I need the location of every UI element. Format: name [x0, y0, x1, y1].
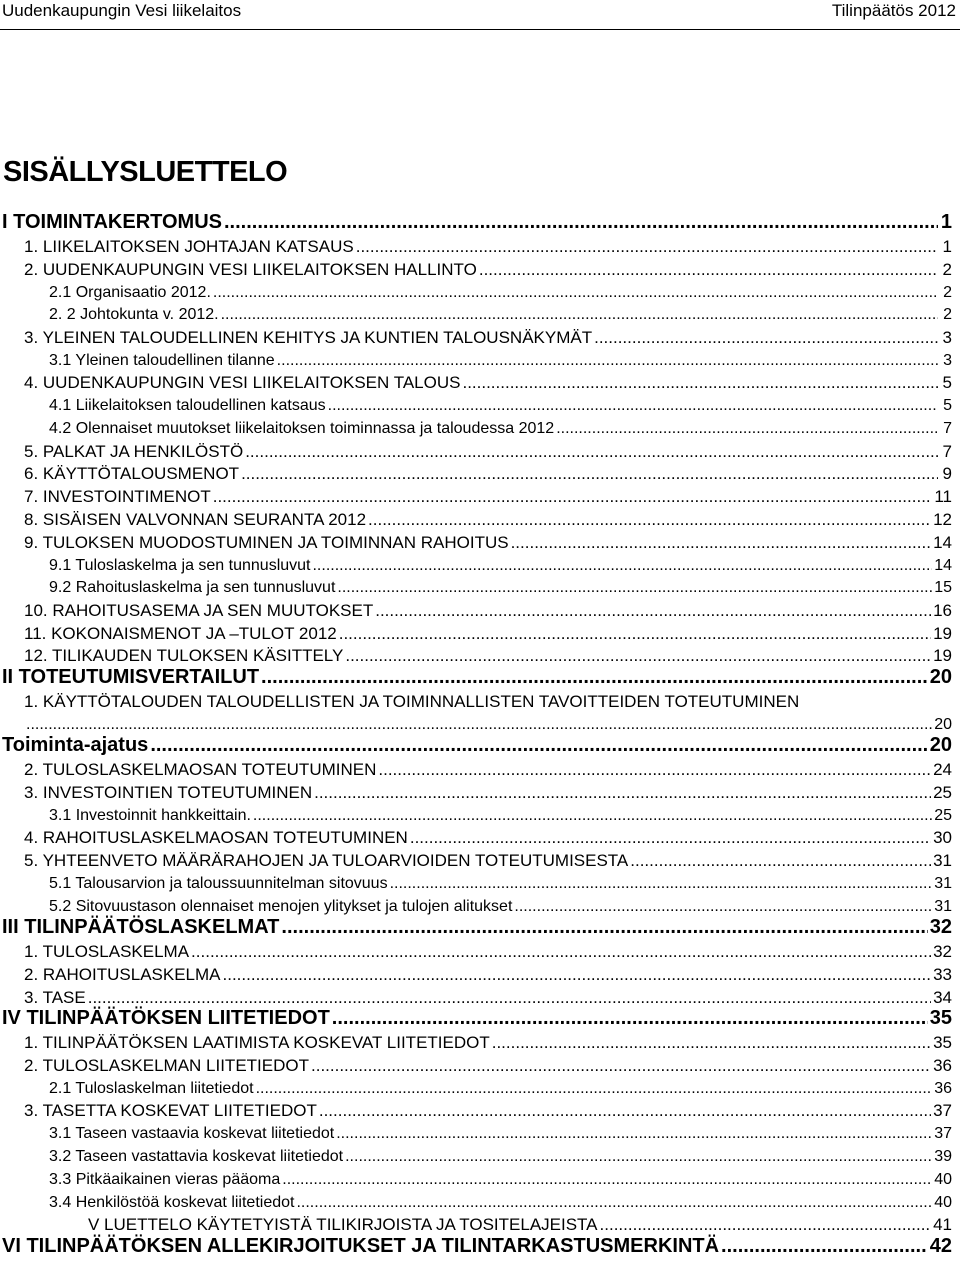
toc-page-number: 32 — [933, 942, 952, 962]
toc-entry[interactable] — [0, 552, 952, 575]
toc-entry-title: 3. TASETTA KOSKEVAT LIITETIEDOT — [24, 1101, 317, 1121]
toc-entry-title: 9.2 Rahoituslaskelma ja sen tunnusluvut — [49, 579, 336, 597]
toc-page-number: 12 — [933, 509, 952, 529]
toc-dot-leader — [88, 988, 931, 1008]
toc-entry-title: 11. KOKONAISMENOT JA –TULOT 2012 — [24, 623, 337, 643]
toc-page-number: 19 — [933, 623, 952, 643]
toc-entry[interactable] — [0, 1053, 952, 1076]
toc-entry[interactable] — [0, 1076, 952, 1099]
toc-dot-leader — [600, 1215, 932, 1235]
toc-entry[interactable] — [0, 439, 952, 462]
toc-dot-leader — [256, 1080, 933, 1098]
toc-entry[interactable] — [0, 211, 952, 234]
toc-entry[interactable] — [0, 871, 952, 894]
toc-entry-title: 9.1 Tuloslaskelma ja sen tunnusluvut — [49, 556, 311, 574]
toc-dot-leader — [339, 624, 931, 644]
toc-entry[interactable] — [0, 848, 952, 871]
toc-page-number: 1 — [942, 236, 952, 256]
toc-entry-title: 3.4 Henkilöstöä koskevat liitetiedot — [49, 1193, 295, 1211]
toc-entry[interactable] — [0, 1235, 952, 1258]
toc-entry-title: 1. TILINPÄÄTÖKSEN LAATIMISTA KOSKEVAT LIITETIEDOT — [24, 1033, 490, 1053]
toc-entry[interactable] — [0, 825, 952, 848]
toc-dot-leader — [281, 916, 927, 939]
toc-entry-title: II TOTEUTUMISVERTAILUT — [2, 665, 260, 688]
toc-dot-leader — [345, 646, 931, 666]
toc-page-number: 34 — [933, 987, 952, 1007]
toc-page-number: 40 — [934, 1170, 952, 1188]
toc-dot-leader — [213, 284, 938, 302]
toc-entry[interactable] — [0, 689, 952, 712]
toc-entry-title: 5. PALKAT JA HENKILÖSTÖ — [24, 441, 244, 461]
toc-page-number: 2 — [942, 259, 952, 279]
toc-entry[interactable] — [0, 666, 952, 689]
toc-entry-title: Toiminta-ajatus — [2, 734, 149, 756]
toc-entry-title: 4. RAHOITUSLASKELMAOSAN TOTEUTUMINEN — [24, 828, 408, 848]
toc-dot-leader — [328, 397, 938, 415]
toc-entry-title: 1. TULOSLASKELMA — [24, 942, 190, 962]
toc-page-number: 3 — [943, 351, 952, 369]
toc-page-number: 5 — [942, 373, 952, 393]
toc-entry-title: 3. YLEINEN TALOUDELLINEN KEHITYS JA KUNTIEN TALOUSNÄKYMÄT — [24, 327, 593, 347]
toc-dot-leader — [721, 1235, 928, 1258]
toc-page-number: 30 — [933, 828, 952, 848]
toc-page-number: 2 — [943, 306, 952, 324]
toc-dot-leader — [462, 373, 938, 393]
toc-dot-leader — [277, 352, 938, 370]
toc-page-number: 19 — [933, 646, 952, 666]
toc-entry[interactable] — [0, 712, 952, 735]
toc-page-number: 16 — [933, 600, 952, 620]
toc-page-number: 15 — [934, 579, 952, 597]
toc-entry-title: 5.1 Talousarvion ja taloussuunnitelman sitovuus — [49, 875, 388, 893]
toc-dot-leader — [314, 783, 931, 803]
toc-entry[interactable] — [0, 416, 952, 439]
toc-page-number: 1 — [940, 210, 952, 233]
toc-page-number: 40 — [934, 1193, 952, 1211]
toc-entry-title: 2. RAHOITUSLASKELMA — [24, 964, 221, 984]
toc-page-number: 2 — [943, 283, 952, 301]
toc-dot-leader — [356, 237, 938, 257]
toc-entry-title: 8. SISÄISEN VALVONNAN SEURANTA 2012 — [24, 509, 367, 529]
toc-dot-leader — [479, 260, 938, 280]
toc-entry-title: I TOIMINTAKERTOMUS — [2, 210, 222, 233]
toc-dot-leader — [345, 1148, 932, 1166]
toc-dot-leader — [223, 965, 932, 985]
toc-dot-leader — [296, 1194, 932, 1212]
toc-entry[interactable] — [0, 734, 952, 757]
toc-entry-title: 2. TULOSLASKELMAN LIITETIEDOT — [24, 1055, 309, 1075]
toc-entry[interactable] — [0, 507, 952, 530]
toc-entry-title: 1. LIIKELAITOKSEN JOHTAJAN KATSAUS — [24, 236, 354, 256]
toc-entry-title: 2.1 Organisaatio 2012. — [49, 283, 211, 301]
toc-page-number: 3 — [942, 327, 952, 347]
toc-entry[interactable] — [0, 1121, 952, 1144]
toc-entry[interactable] — [0, 621, 952, 644]
toc-entry-title: 9. TULOKSEN MUODOSTUMINEN JA TOIMINNAN RAHOITUS — [24, 532, 509, 552]
toc-dot-leader — [556, 420, 938, 438]
page-title: SISÄLLYSLUETTELO — [3, 156, 288, 188]
toc-dot-leader — [337, 579, 932, 597]
toc-page-number: 9 — [942, 464, 952, 484]
toc-entry-title: 3.1 Yleinen taloudellinen tilanne — [49, 351, 275, 369]
toc-page-number: 36 — [933, 1055, 952, 1075]
toc-entry-title: 2.1 Tuloslaskelman liitetiedot — [49, 1079, 254, 1097]
toc-dot-leader — [511, 533, 932, 553]
toc-page-number: 20 — [929, 665, 952, 688]
toc-entry[interactable] — [0, 484, 952, 507]
toc-entry[interactable] — [0, 461, 952, 484]
toc-dot-leader — [378, 760, 931, 780]
toc-entry-title: IV TILINPÄÄTÖKSEN LIITETIEDOT — [2, 1007, 330, 1029]
toc-entry-title: 5. YHTEENVETO MÄÄRÄRAHOJEN JA TULOARVIOIDEN TOTEUTUMISESTA — [24, 851, 629, 871]
header-organization: Uudenkaupungin Vesi liikelaitos — [2, 1, 242, 20]
toc-page-number: 35 — [933, 1033, 952, 1053]
toc-entry-title: 3. INVESTOINTIEN TOTEUTUMINEN — [24, 782, 313, 802]
toc-page-number: 32 — [929, 916, 952, 938]
toc-dot-leader — [213, 487, 933, 507]
toc-entry[interactable] — [0, 1030, 952, 1053]
toc-dot-leader — [241, 464, 938, 484]
toc-entry[interactable] — [0, 803, 952, 826]
toc-page-number: 39 — [934, 1148, 952, 1166]
toc-dot-leader — [311, 1056, 931, 1076]
toc-dot-leader — [150, 734, 927, 757]
toc-entry[interactable] — [0, 1189, 952, 1212]
toc-entry-title: 7. INVESTOINTIMENOT — [24, 487, 211, 507]
toc-dot-leader — [492, 1033, 931, 1053]
toc-dot-leader — [224, 211, 938, 234]
toc-entry[interactable] — [0, 575, 952, 598]
toc-entry[interactable] — [0, 348, 952, 371]
toc-page-number: 24 — [933, 760, 952, 780]
toc-entry[interactable] — [0, 530, 952, 553]
toc-entry-title: 4. UUDENKAUPUNGIN VESI LIIKELAITOKSEN TALOUS — [24, 373, 461, 393]
toc-dot-leader — [410, 828, 931, 848]
toc-entry[interactable] — [0, 1007, 952, 1030]
toc-entry-title: 3.3 Pitkäaikainen vieras pääoma — [49, 1170, 281, 1188]
toc-entry-title: 5.2 Sitovuustason olennaiset menojen ylitykset ja tulojen alitukset — [49, 897, 513, 915]
toc-entry[interactable] — [0, 325, 952, 348]
toc-dot-leader — [594, 328, 938, 348]
toc-dot-leader — [336, 1125, 932, 1143]
toc-page-number: 31 — [934, 875, 952, 893]
toc-entry-title: 10. RAHOITUSASEMA JA SEN MUUTOKSET — [24, 600, 374, 620]
toc-dot-leader — [332, 1007, 928, 1030]
toc-dot-leader — [375, 601, 931, 621]
toc-dot-leader — [26, 716, 932, 734]
toc-entry[interactable] — [0, 257, 952, 280]
toc-entry[interactable] — [0, 393, 952, 416]
toc-dot-leader — [261, 666, 928, 689]
toc-entry[interactable] — [0, 279, 952, 302]
toc-page-number: 14 — [933, 532, 952, 552]
toc-dot-leader — [368, 510, 931, 530]
toc-entry[interactable] — [0, 916, 952, 939]
toc-page-number: 37 — [934, 1125, 952, 1143]
toc-entry-title: 3. TASE — [24, 987, 86, 1007]
toc-entry-title: 4.1 Liikelaitoksen taloudellinen katsaus — [49, 397, 326, 415]
toc-dot-leader — [221, 306, 938, 324]
toc-page-number: 31 — [933, 851, 952, 871]
toc-entry-title: 4.2 Olennaiset muutokset liikelaitoksen toiminnassa ja taloudessa 2012 — [49, 420, 555, 438]
toc-dot-leader — [282, 1171, 932, 1189]
toc-entry[interactable] — [0, 780, 952, 803]
table-of-contents — [0, 211, 952, 1258]
toc-entry[interactable] — [0, 939, 952, 962]
toc-entry-title: 2. 2 Johtokunta v. 2012. — [49, 306, 219, 324]
toc-entry[interactable] — [0, 757, 952, 780]
toc-entry[interactable] — [0, 643, 952, 666]
toc-entry[interactable] — [0, 985, 952, 1008]
toc-page-number: 31 — [934, 897, 952, 915]
toc-page-number: 25 — [933, 782, 952, 802]
toc-entry-title: 2. TULOSLASKELMAOSAN TOTEUTUMINEN — [24, 760, 377, 780]
toc-page-number: 11 — [934, 487, 952, 507]
toc-entry[interactable] — [0, 1098, 952, 1121]
toc-page-number: 42 — [929, 1234, 952, 1257]
toc-entry-title: 3.2 Taseen vastattavia koskevat liitetiedot — [49, 1148, 344, 1166]
toc-dot-leader — [312, 557, 932, 575]
toc-page-number: 36 — [934, 1079, 952, 1097]
toc-page-number: 7 — [942, 441, 952, 461]
toc-dot-leader — [245, 442, 938, 462]
toc-page-number: 33 — [933, 964, 952, 984]
toc-page-number: 5 — [943, 397, 952, 415]
toc-dot-leader — [390, 875, 933, 893]
toc-entry-title: VI TILINPÄÄTÖKSEN ALLEKIRJOITUKSET JA TILINTARKASTUSMERKINTÄ — [2, 1234, 720, 1257]
toc-entry-title: 12. TILIKAUDEN TULOKSEN KÄSITTELY — [24, 646, 344, 666]
toc-page-number: 37 — [933, 1101, 952, 1121]
toc-page-number: 20 — [929, 734, 952, 756]
toc-dot-leader — [630, 851, 931, 871]
toc-entry[interactable] — [0, 962, 952, 985]
running-header — [0, 0, 960, 30]
toc-page-number: 7 — [943, 420, 952, 438]
toc-entry[interactable] — [0, 370, 952, 393]
toc-entry[interactable] — [0, 234, 952, 257]
toc-entry-title: 3.1 Investoinnit hankkeittain. — [49, 806, 251, 824]
toc-entry[interactable] — [0, 1167, 952, 1190]
toc-page-number: 14 — [934, 556, 952, 574]
header-document-title: Tilinpäätös 2012 — [831, 1, 956, 20]
toc-entry-title: 1. KÄYTTÖTALOUDEN TALOUDELLISTEN JA TOIMINNALLISTEN TAVOITTEIDEN TOTEUTUMINEN — [24, 691, 800, 711]
toc-entry-title: V LUETTELO KÄYTETYISTÄ TILIKIRJOISTA JA TOSITELAJEISTA — [88, 1215, 598, 1235]
toc-entry[interactable] — [0, 1144, 952, 1167]
toc-page-number: 41 — [933, 1215, 952, 1235]
toc-dot-leader — [191, 942, 931, 962]
toc-entry[interactable] — [0, 1212, 952, 1235]
toc-dot-leader — [319, 1101, 931, 1121]
toc-page-number: 35 — [929, 1007, 952, 1029]
toc-entry[interactable] — [0, 598, 952, 621]
toc-entry-title: III TILINPÄÄTÖSLASKELMAT — [2, 916, 280, 938]
toc-entry-title: 6. KÄYTTÖTALOUSMENOT — [24, 464, 240, 484]
toc-dot-leader — [253, 807, 932, 825]
toc-page-number: 20 — [934, 715, 952, 733]
toc-page-number: 25 — [934, 806, 952, 824]
toc-dot-leader — [514, 898, 932, 916]
toc-entry-title: 3.1 Taseen vastaavia koskevat liitetiedot — [49, 1125, 335, 1143]
toc-entry[interactable] — [0, 894, 952, 917]
toc-entry[interactable] — [0, 302, 952, 325]
toc-entry-title: 2. UUDENKAUPUNGIN VESI LIIKELAITOKSEN HALLINTO — [24, 259, 477, 279]
